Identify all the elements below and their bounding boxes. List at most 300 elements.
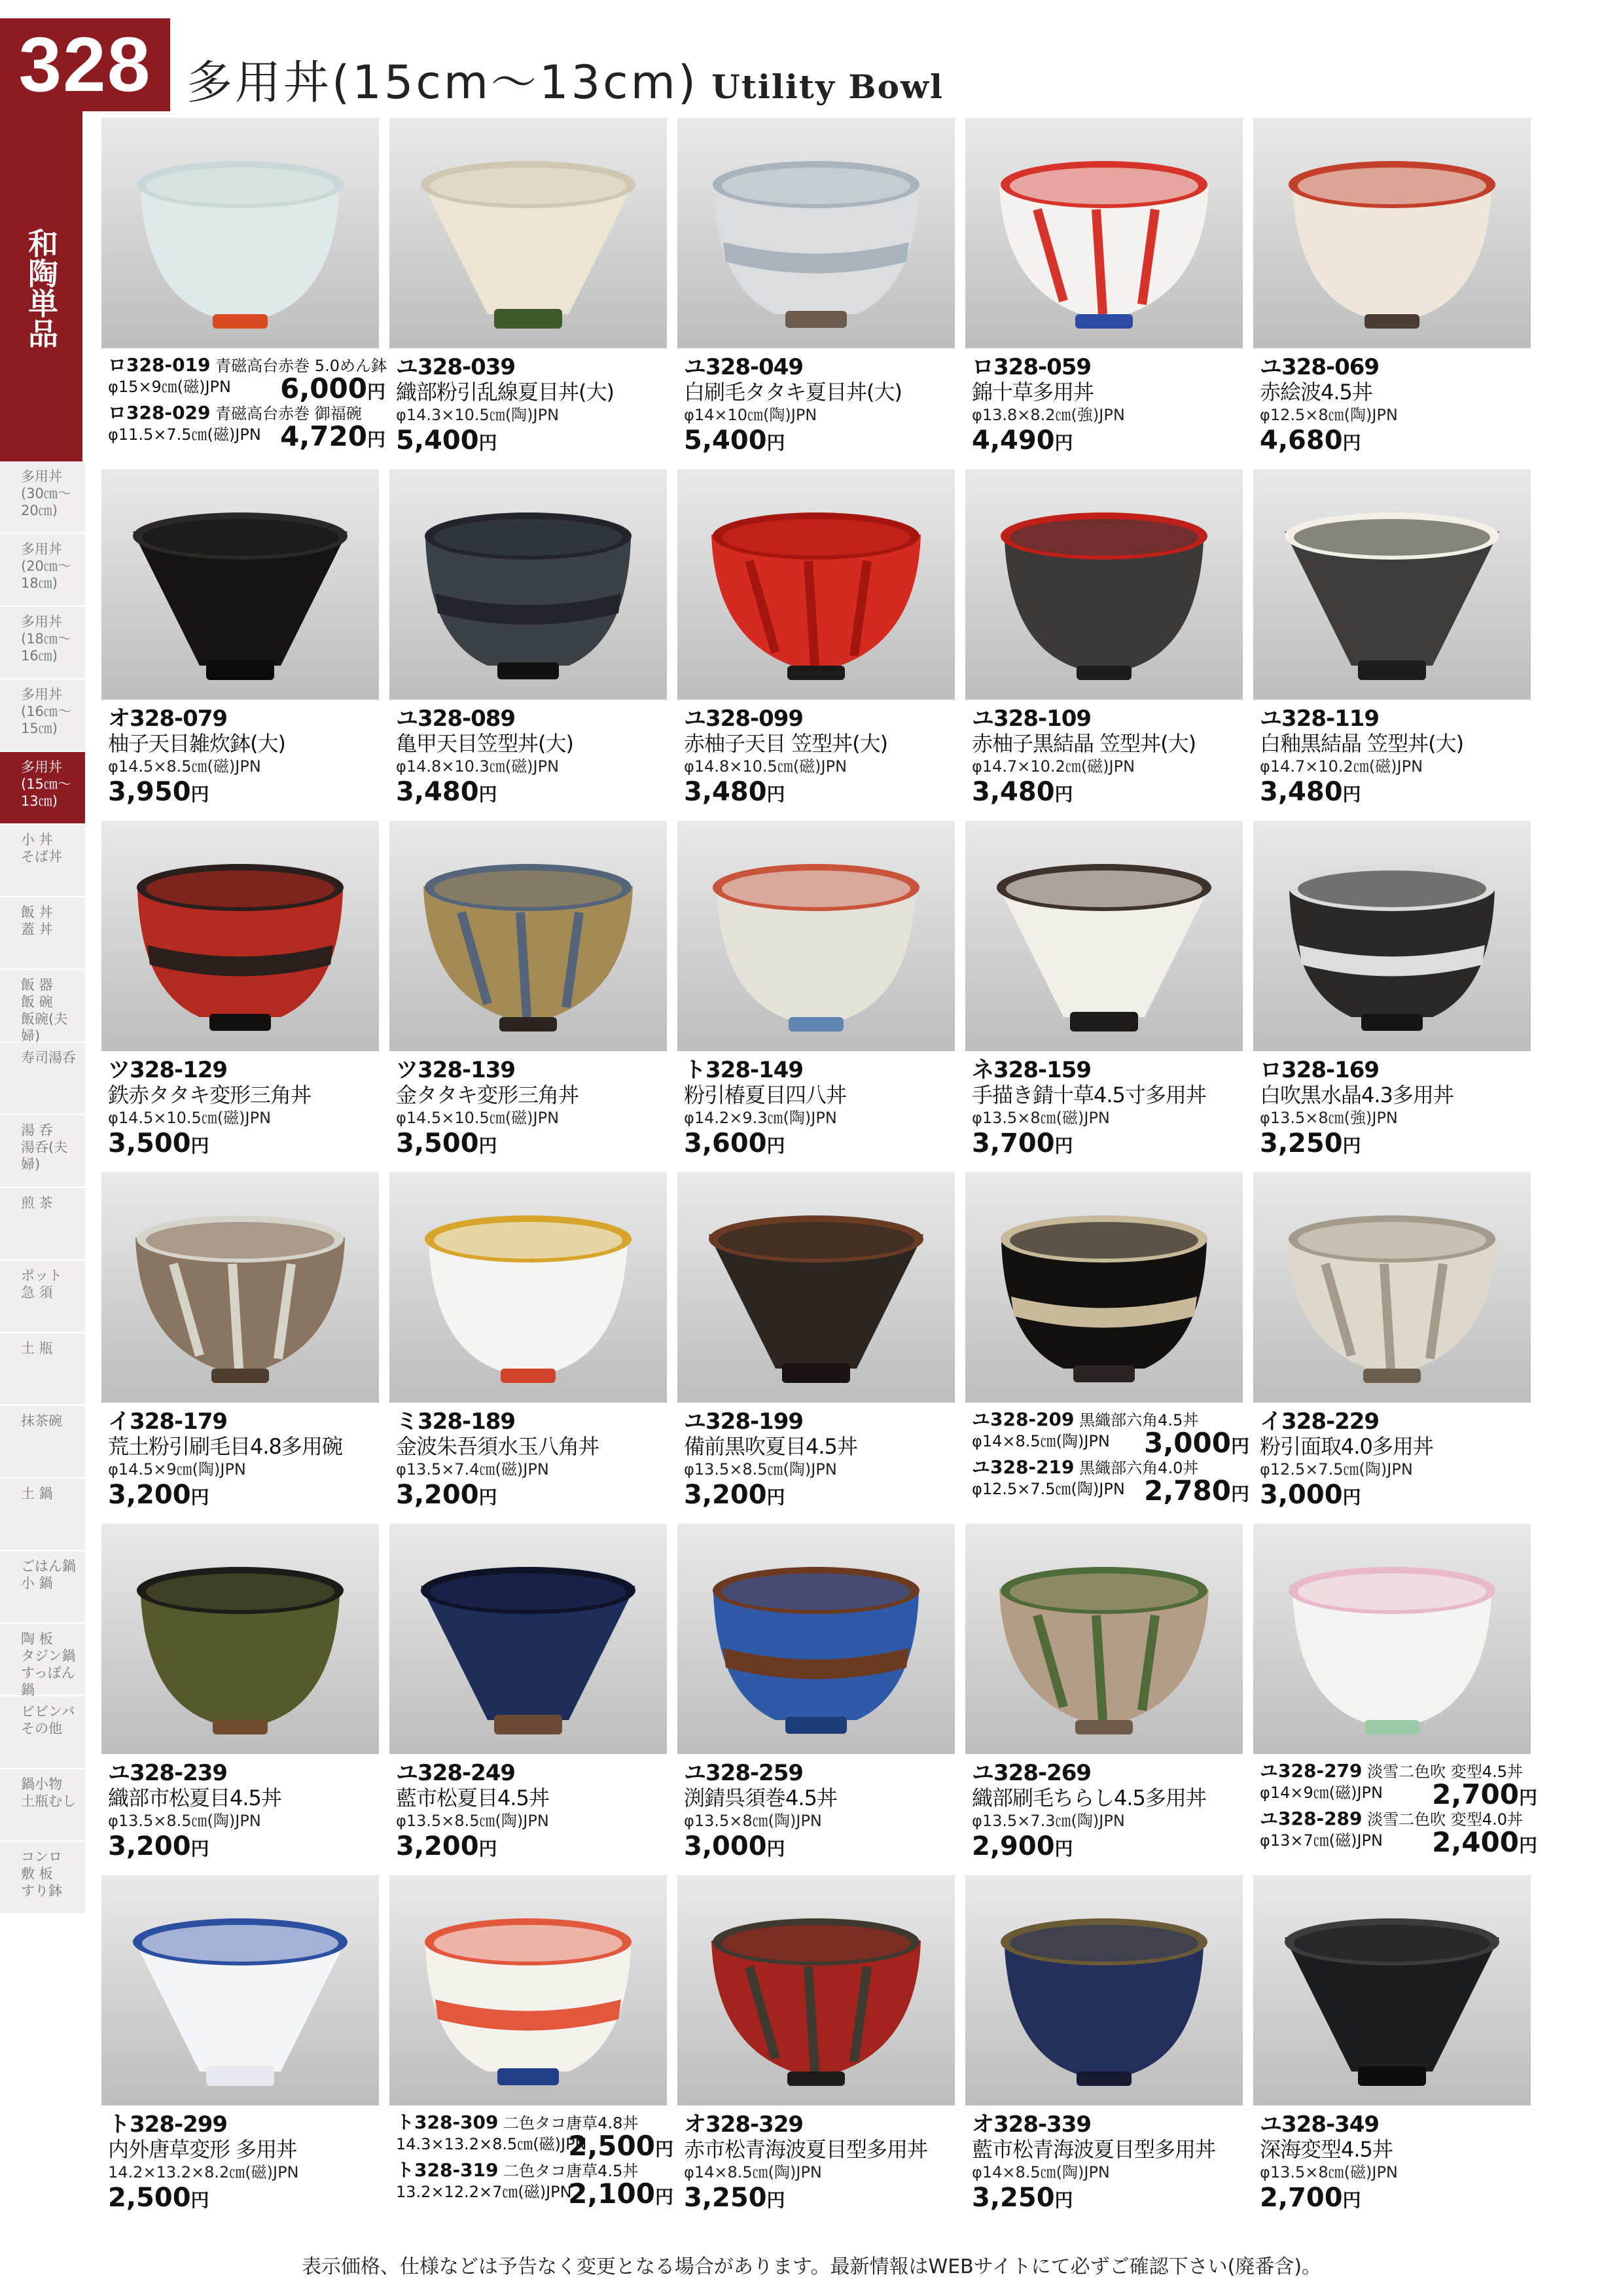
bowl-image — [389, 118, 667, 348]
product-card[interactable] — [389, 1875, 673, 2225]
product-name: 錦十草多用丼 — [972, 380, 1094, 404]
bowl-inside — [722, 1925, 910, 1962]
bowl-foot — [1364, 1720, 1419, 1734]
side-nav-item[interactable]: 抹茶碗 — [0, 1406, 85, 1479]
side-nav-item[interactable]: 飯 丼 蓋 丼 — [0, 897, 85, 970]
product-card[interactable] — [1253, 1875, 1531, 2225]
product-code: ユ328-209 — [972, 1408, 1075, 1430]
yen-unit: 円 — [1054, 1838, 1073, 1859]
product-card[interactable] — [677, 118, 955, 467]
bowl-inside — [1298, 1573, 1486, 1610]
bowl-foot — [1073, 1365, 1135, 1382]
product-spec-row — [1260, 1778, 1537, 1810]
product-card[interactable] — [101, 821, 379, 1170]
side-nav-item[interactable]: 土 瓶 — [0, 1333, 85, 1406]
side-nav-item[interactable]: 煎 茶 — [0, 1188, 85, 1261]
bowl-inside — [722, 519, 910, 556]
price-value: 2,700 — [1260, 2183, 1343, 2213]
product-spec: φ11.5×7.5㎝(磁)JPN — [108, 425, 261, 444]
product-spec-row — [972, 1475, 1249, 1507]
bowl-image — [389, 469, 667, 700]
yen-unit: 円 — [478, 783, 497, 805]
product-caption — [972, 355, 1243, 458]
yen-unit: 円 — [190, 1135, 209, 1157]
product-photo[interactable] — [965, 1172, 1243, 1403]
side-nav-item[interactable]: 飯 器 飯 碗 飯碗(夫婦) — [0, 970, 85, 1043]
yen-unit: 円 — [1230, 1483, 1249, 1505]
bowl-inside — [146, 1573, 334, 1610]
yen-unit: 円 — [478, 1135, 497, 1157]
product-spec: φ14×8.5㎝(陶)JPN — [972, 2163, 1110, 2181]
product-caption — [972, 706, 1243, 810]
product-caption — [108, 1409, 379, 1513]
product-spec: 14.2×13.2×8.2㎝(磁)JPN — [108, 2163, 299, 2181]
product-photo[interactable] — [677, 1172, 955, 1403]
price-value: 6,000 — [280, 372, 367, 404]
product-caption — [972, 1058, 1243, 1161]
product-card[interactable] — [389, 821, 667, 1170]
product-caption — [396, 1761, 667, 1864]
yen-unit: 円 — [190, 1838, 209, 1859]
product-price — [684, 2183, 955, 2215]
product-code: ユ328-249 — [396, 1760, 516, 1786]
product-code: ト328-299 — [108, 2111, 228, 2138]
bowl-foot — [782, 1363, 850, 1383]
product-card[interactable] — [389, 1524, 667, 1873]
yen-unit: 円 — [190, 1486, 209, 1508]
price-value: 3,250 — [684, 2183, 767, 2213]
bowl-image — [677, 118, 955, 348]
product-code: オ328-329 — [684, 2111, 804, 2138]
product-spec: φ12.5×7.5㎝(陶)JPN — [1260, 1460, 1413, 1479]
product-code: ユ328-289 — [1260, 1808, 1363, 1829]
product-price — [396, 1831, 667, 1864]
yen-unit: 円 — [654, 2186, 673, 2208]
product-card[interactable] — [101, 1875, 379, 2225]
bowl-image — [389, 821, 667, 1051]
side-nav-item[interactable]: 小 丼 そば丼 — [0, 825, 85, 897]
bowl-image — [1253, 118, 1531, 348]
price-value: 3,500 — [396, 1128, 479, 1158]
side-category-tab: 和陶単品 — [0, 111, 82, 465]
product-price — [972, 2183, 1243, 2215]
product-spec: φ14.7×10.2㎝(磁)JPN — [972, 757, 1135, 776]
price-value: 3,480 — [972, 777, 1055, 807]
side-nav-item[interactable]: 寿司湯呑 — [0, 1043, 85, 1115]
product-spec: φ14.5×9㎝(陶)JPN — [108, 1460, 246, 1479]
product-photo[interactable] — [965, 1875, 1243, 2106]
bowl-inside — [146, 1222, 334, 1259]
yen-unit: 円 — [1054, 432, 1073, 454]
product-card[interactable] — [965, 469, 1243, 819]
yen-unit: 円 — [1342, 783, 1361, 805]
page-title-jp: 多用丼(15cm〜13cm) — [187, 56, 699, 109]
bowl-foot — [1363, 1369, 1421, 1383]
product-name: 白釉黒結晶 笠型丼(大) — [1260, 731, 1464, 756]
product-caption — [396, 355, 667, 458]
side-nav-item[interactable]: 多用丼 (18㎝〜 16㎝) — [0, 607, 85, 679]
product-photo[interactable] — [101, 469, 379, 700]
product-pair — [1260, 1760, 1537, 1858]
bowl-inside — [1010, 1573, 1198, 1610]
bowl-image — [389, 1524, 667, 1754]
bowl-foot — [213, 314, 268, 329]
yen-unit: 円 — [478, 1838, 497, 1859]
bowl-foot — [497, 2068, 559, 2085]
product-photo[interactable] — [389, 821, 667, 1051]
bowl-image — [101, 469, 379, 700]
price-value: 3,700 — [972, 1128, 1055, 1158]
side-nav-item[interactable]: 鍋小物 土瓶むし — [0, 1769, 85, 1842]
product-spec: φ14×8.5㎝(陶)JPN — [684, 2163, 822, 2181]
product-card[interactable] — [101, 118, 387, 467]
bowl-foot — [785, 311, 847, 328]
product-spec-row — [396, 2130, 673, 2162]
product-name: 淡雪二色吹 変型4.0丼 — [1367, 1810, 1523, 1829]
product-photo[interactable] — [965, 821, 1243, 1051]
price-value: 3,480 — [684, 777, 767, 807]
product-photo[interactable] — [389, 469, 667, 700]
price-value: 3,600 — [684, 1128, 767, 1158]
bowl-foot — [211, 1369, 269, 1383]
product-photo[interactable] — [389, 1875, 667, 2106]
yen-unit: 円 — [1054, 783, 1073, 805]
product-card[interactable] — [101, 469, 379, 819]
product-spec-row — [396, 2178, 673, 2210]
bowl-foot — [1077, 666, 1132, 680]
yen-unit: 円 — [1230, 1435, 1249, 1457]
product-price — [108, 2183, 379, 2215]
price-value: 3,250 — [972, 2183, 1055, 2213]
price-value: 5,400 — [684, 425, 767, 456]
product-card[interactable] — [677, 469, 955, 819]
product-caption — [684, 706, 955, 810]
product-price — [684, 1128, 955, 1161]
price-value: 3,000 — [684, 1831, 767, 1861]
product-price — [1260, 1128, 1531, 1161]
price-value: 3,200 — [108, 1831, 191, 1861]
bowl-inside — [1298, 168, 1486, 204]
product-code: イ328-179 — [108, 1408, 228, 1435]
price-value: 3,000 — [1260, 1480, 1343, 1510]
product-price — [396, 1480, 667, 1513]
bowl-foot — [501, 1369, 556, 1383]
price-value: 4,680 — [1260, 425, 1343, 456]
product-price — [684, 425, 955, 458]
product-grid — [101, 118, 1541, 2238]
bowl-inside — [1298, 1222, 1486, 1259]
side-nav-item[interactable]: 多用丼 (16㎝〜 15㎝) — [0, 679, 85, 752]
bowl-foot — [1075, 314, 1133, 329]
product-name: 藍市松青海波夏目型多用丼 — [972, 2137, 1216, 2162]
bowl-foot — [1070, 1012, 1138, 1031]
bowl-image — [101, 821, 379, 1051]
product-caption — [684, 1058, 955, 1161]
product-card[interactable] — [389, 118, 667, 467]
product-card[interactable] — [677, 1524, 955, 1873]
product-price — [1260, 777, 1531, 810]
bowl-image — [1253, 469, 1531, 700]
bowl-foot — [1077, 2072, 1132, 2086]
yen-unit: 円 — [766, 432, 785, 454]
product-name: 赤柚子天目 笠型丼(大) — [684, 731, 888, 756]
yen-unit: 円 — [366, 381, 385, 403]
bowl-image — [677, 1524, 955, 1754]
price-value: 3,000 — [1144, 1427, 1231, 1459]
yen-unit: 円 — [366, 429, 385, 450]
side-nav-item[interactable]: ポット 急 須 — [0, 1261, 85, 1333]
product-code: ト328-309 — [396, 2111, 499, 2133]
product-price — [396, 1128, 667, 1161]
bowl-inside — [1006, 870, 1202, 907]
price-value: 3,200 — [396, 1831, 479, 1861]
product-spec: φ14.2×9.3㎝(陶)JPN — [684, 1109, 837, 1127]
yen-unit: 円 — [1342, 2189, 1361, 2211]
price-value: 2,400 — [1432, 1826, 1519, 1858]
product-code: ユ328-349 — [1260, 2111, 1380, 2138]
bowl-image — [965, 118, 1243, 348]
product-spec: φ13.5×8㎝(磁)JPN — [1260, 2163, 1398, 2181]
bowl-foot — [1075, 1720, 1133, 1734]
bowl-inside — [434, 870, 622, 907]
product-photo[interactable] — [965, 1524, 1243, 1754]
bowl-image — [677, 469, 955, 700]
product-card[interactable] — [677, 1875, 955, 2225]
bowl-inside — [718, 1222, 914, 1259]
product-name: 金波朱吾須水玉八角丼 — [396, 1434, 599, 1459]
product-card[interactable] — [1253, 118, 1531, 467]
product-price — [280, 420, 385, 452]
product-caption — [1260, 706, 1531, 810]
product-spec: φ12.5×7.5㎝(陶)JPN — [972, 1480, 1125, 1498]
yen-unit: 円 — [654, 2138, 673, 2160]
product-photo[interactable] — [1253, 1875, 1531, 2106]
product-card[interactable] — [965, 821, 1243, 1170]
product-spec: φ14×10㎝(陶)JPN — [684, 406, 817, 424]
yen-unit: 円 — [1054, 1135, 1073, 1157]
bowl-inside — [1294, 519, 1490, 556]
product-caption — [108, 706, 379, 810]
yen-unit: 円 — [1342, 1486, 1361, 1508]
product-card[interactable] — [965, 1524, 1243, 1873]
product-spec: φ14×8.5㎝(陶)JPN — [972, 1432, 1110, 1450]
product-photo[interactable] — [101, 1172, 379, 1403]
side-nav-item[interactable]: 湯 呑 湯呑(夫婦) — [0, 1115, 85, 1188]
product-photo[interactable] — [101, 118, 379, 348]
product-card[interactable] — [101, 1524, 379, 1873]
bowl-image — [677, 821, 955, 1051]
bowl-inside — [1010, 168, 1198, 204]
side-nav-item[interactable]: 多用丼 (15㎝〜 13㎝) — [0, 752, 85, 825]
product-caption — [684, 1761, 955, 1864]
bowl-image — [389, 1172, 667, 1403]
product-caption — [972, 2112, 1243, 2215]
product-card[interactable] — [389, 1172, 667, 1522]
yen-unit: 円 — [190, 783, 209, 805]
product-name: 青磁高台赤巻 御福碗 — [215, 404, 362, 423]
side-nav-item[interactable]: 陶 板 タジン鍋 すっぽん鍋 — [0, 1624, 85, 1696]
product-caption — [108, 1761, 379, 1864]
product-pair — [972, 1408, 1249, 1507]
product-name: 二色タコ唐草4.8丼 — [503, 2114, 639, 2132]
product-photo[interactable] — [1253, 469, 1531, 700]
product-price — [108, 1831, 379, 1864]
product-spec: φ14.5×10.5㎝(磁)JPN — [108, 1109, 272, 1127]
price-value: 2,100 — [568, 2178, 655, 2210]
product-pair — [108, 354, 387, 452]
bowl-foot — [787, 2072, 845, 2086]
side-nav-item[interactable]: 多用丼 (30㎝〜 20㎝) — [0, 461, 85, 534]
price-value: 3,200 — [108, 1480, 191, 1510]
product-caption — [684, 2112, 955, 2215]
price-value: 3,500 — [108, 1128, 191, 1158]
footer-note: 表示価格、仕様などは予告なく変更となる場合があります。最新情報はWEBサイトにて必ずご確認下さい(廃番含)。 — [301, 2255, 1322, 2278]
product-spec: φ13.5×8.5㎝(陶)JPN — [684, 1460, 837, 1479]
bowl-foot — [1358, 660, 1426, 680]
product-photo[interactable] — [389, 1172, 667, 1403]
product-code: ロ328-029 — [108, 402, 211, 423]
bowl-image — [965, 469, 1243, 700]
product-name: 白吹黒水晶4.3多用丼 — [1260, 1083, 1454, 1107]
product-photo[interactable] — [101, 821, 379, 1051]
product-card[interactable] — [389, 469, 667, 819]
bowl-foot — [787, 666, 845, 680]
bowl-foot — [1361, 1014, 1423, 1031]
product-code: ト328-149 — [684, 1057, 804, 1083]
side-nav-item[interactable]: 土 鍋 — [0, 1479, 85, 1551]
product-name: 金タタキ変形三角丼 — [396, 1083, 579, 1107]
product-card[interactable] — [677, 1172, 955, 1522]
price-value: 3,950 — [108, 777, 191, 807]
bowl-image — [101, 118, 379, 348]
product-price — [108, 1480, 379, 1513]
product-name: 白刷毛タタキ夏目丼(大) — [684, 380, 902, 404]
yen-unit: 円 — [1518, 1787, 1537, 1808]
product-photo[interactable] — [677, 1875, 955, 2106]
bowl-image — [1253, 1875, 1531, 2106]
product-price — [396, 425, 667, 458]
product-code: オ328-339 — [972, 2111, 1092, 2138]
product-caption — [1260, 355, 1531, 458]
yen-unit: 円 — [1054, 2189, 1073, 2211]
product-price — [1144, 1427, 1249, 1459]
product-card[interactable] — [1253, 821, 1531, 1170]
product-photo[interactable] — [677, 118, 955, 348]
product-spec: φ14×9㎝(磁)JPN — [1260, 1784, 1383, 1802]
product-card[interactable] — [965, 1172, 1249, 1522]
bowl-image — [1253, 1172, 1531, 1403]
product-code: ユ328-119 — [1260, 706, 1380, 732]
product-photo[interactable] — [965, 469, 1243, 700]
product-spec: φ13.8×8.2㎝(強)JPN — [972, 406, 1125, 424]
product-caption — [1260, 1760, 1537, 1858]
product-price — [108, 777, 379, 810]
product-name: 内外唐草変形 多用丼 — [108, 2137, 297, 2162]
product-code: ツ328-139 — [396, 1057, 516, 1083]
product-photo[interactable] — [965, 118, 1243, 348]
bowl-inside — [146, 870, 334, 907]
product-price — [1260, 1480, 1531, 1513]
bowl-image — [101, 1524, 379, 1754]
bowl-inside — [1294, 1925, 1490, 1962]
yen-unit: 円 — [766, 1838, 785, 1859]
product-card[interactable] — [1253, 469, 1531, 819]
product-caption — [972, 1761, 1243, 1864]
product-photo[interactable] — [677, 821, 955, 1051]
product-card[interactable] — [1253, 1172, 1531, 1522]
bowl-foot — [1364, 314, 1419, 329]
product-code: ユ328-039 — [396, 354, 516, 380]
product-card[interactable] — [677, 821, 955, 1170]
page-title — [187, 46, 944, 112]
product-name: 荒土粉引刷毛目4.8多用碗 — [108, 1434, 342, 1459]
bowl-inside — [434, 519, 622, 556]
product-caption — [1260, 1409, 1531, 1513]
product-photo[interactable] — [677, 1524, 955, 1754]
bowl-inside — [434, 1925, 622, 1962]
price-value: 3,200 — [396, 1480, 479, 1510]
price-value: 2,700 — [1432, 1778, 1519, 1810]
bowl-foot — [213, 1720, 268, 1734]
product-caption — [396, 706, 667, 810]
product-price — [108, 1128, 379, 1161]
bowl-inside — [1010, 519, 1198, 556]
product-photo[interactable] — [1253, 821, 1531, 1051]
product-code: ツ328-129 — [108, 1057, 228, 1083]
product-card[interactable] — [1253, 1524, 1537, 1873]
product-spec: φ14.7×10.2㎝(磁)JPN — [1260, 757, 1423, 776]
product-photo[interactable] — [101, 1875, 379, 2106]
price-value: 3,250 — [1260, 1128, 1343, 1158]
product-photo[interactable] — [389, 118, 667, 348]
product-card[interactable] — [101, 1172, 379, 1522]
product-photo[interactable] — [677, 469, 955, 700]
product-price — [972, 425, 1243, 458]
bowl-foot — [494, 1715, 562, 1734]
product-name: 赤市松青海波夏目型多用丼 — [684, 2137, 928, 2162]
side-nav-item[interactable]: ビビンバ その他 — [0, 1696, 85, 1769]
yen-unit: 円 — [766, 783, 785, 805]
product-spec-row — [108, 372, 385, 404]
product-spec: φ14.5×8.5㎝(磁)JPN — [108, 757, 261, 776]
product-caption — [972, 1408, 1249, 1507]
product-card[interactable] — [965, 118, 1243, 467]
product-photo[interactable] — [1253, 1524, 1531, 1754]
product-name: 柚子天目雑炊鉢(大) — [108, 731, 285, 756]
side-nav-item[interactable]: コンロ 敷 板 すり鉢 — [0, 1842, 85, 1914]
product-code: ネ328-159 — [972, 1057, 1092, 1083]
product-spec-row — [108, 420, 385, 452]
bowl-foot — [206, 2066, 274, 2086]
product-spec: 13.2×12.2×7㎝(磁)JPN — [396, 2183, 572, 2201]
product-price — [1432, 1826, 1537, 1858]
product-price — [1432, 1778, 1537, 1810]
bowl-image — [389, 1875, 667, 2106]
side-nav-item[interactable]: ごはん鍋 小 鍋 — [0, 1551, 85, 1624]
product-photo[interactable] — [101, 1524, 379, 1754]
product-photo[interactable] — [389, 1524, 667, 1754]
product-photo[interactable] — [1253, 1172, 1531, 1403]
product-spec: φ13.5×7.4㎝(磁)JPN — [396, 1460, 549, 1479]
page-number: 328 — [0, 18, 170, 111]
yen-unit: 円 — [1342, 1135, 1361, 1157]
side-nav-item[interactable]: 多用丼 (20㎝〜 18㎝) — [0, 534, 85, 607]
price-value: 3,480 — [396, 777, 479, 807]
product-photo[interactable] — [1253, 118, 1531, 348]
product-caption — [108, 2112, 379, 2215]
product-name: 二色タコ唐草4.5丼 — [503, 2162, 639, 2180]
product-card[interactable] — [965, 1875, 1243, 2225]
